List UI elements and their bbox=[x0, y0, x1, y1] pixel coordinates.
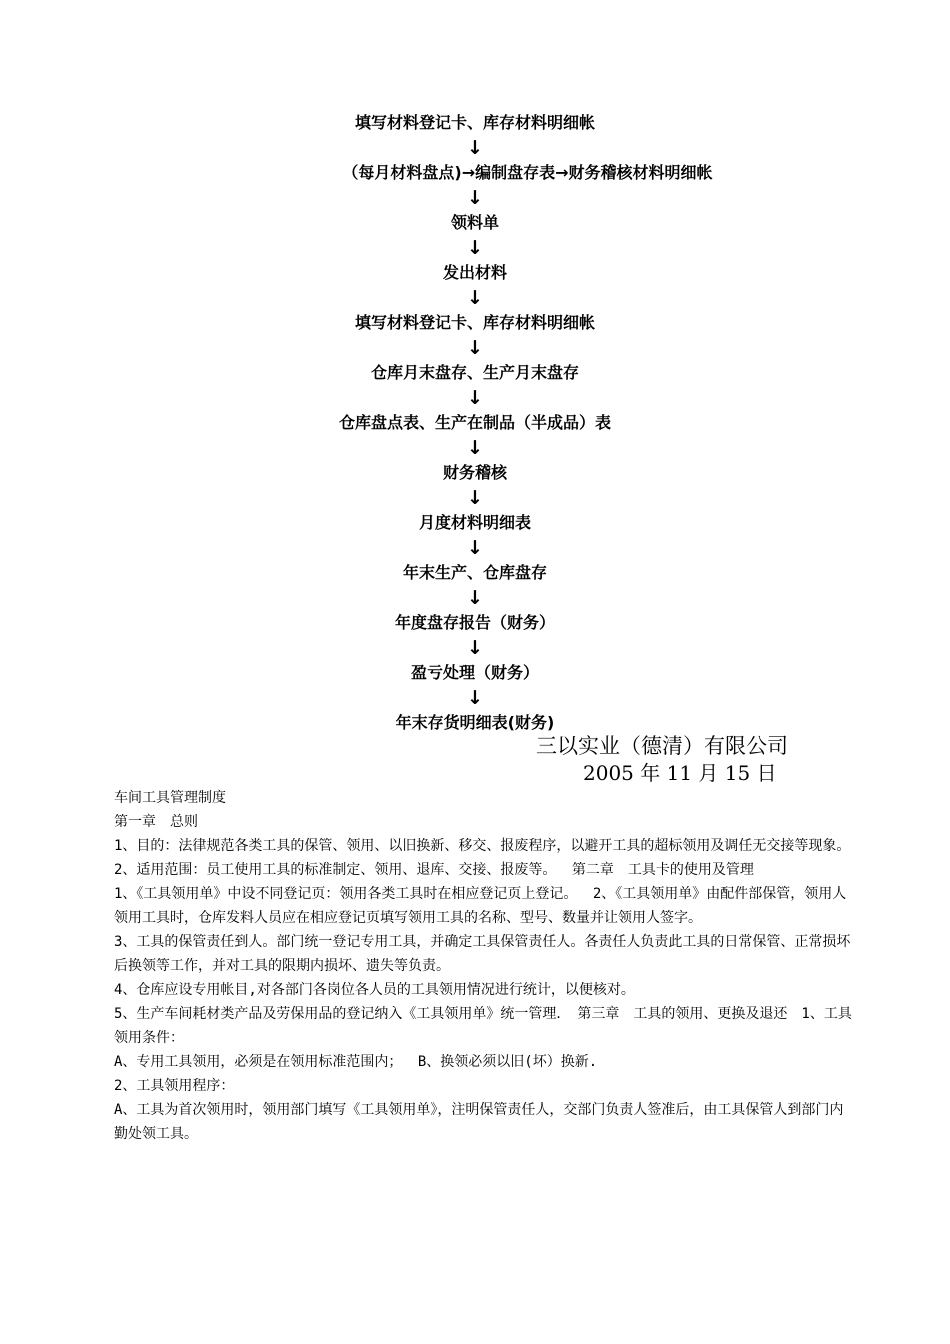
down-arrow-icon: ↓ bbox=[467, 237, 483, 259]
flow-step: 领料单 bbox=[450, 213, 499, 232]
flow-step: 发出材料 bbox=[442, 263, 507, 282]
flowchart bbox=[0, 110, 950, 736]
paragraph: A、专用工具领用，必须是在领用标准范围内； B、换领必须以旧(坏）换新. bbox=[114, 1054, 598, 1070]
flow-step: 填写材料登记卡、库存材料明细帐 bbox=[354, 313, 595, 332]
paragraph: 4、仓库应设专用帐目,对各部门各岗位各人员的工具领用情况进行统计，以便核对。 bbox=[114, 982, 635, 998]
flow-step: 盈亏处理（财务） bbox=[410, 663, 539, 682]
chapter-heading: 第一章 总则 bbox=[114, 814, 198, 830]
flow-step: 财务稽核 bbox=[442, 463, 507, 482]
down-arrow-icon: ↓ bbox=[467, 487, 483, 509]
down-arrow-icon: ↓ bbox=[467, 687, 483, 709]
flow-step: 月度材料明细表 bbox=[418, 513, 531, 532]
flow-step: 年末存货明细表(财务) bbox=[395, 713, 555, 732]
down-arrow-icon: ↓ bbox=[467, 587, 483, 609]
flow-step: 年度盘存报告（财务） bbox=[394, 613, 555, 632]
paragraph: 5、生产车间耗材类产品及劳保用品的登记纳入《工具领用单》统一管理． 第三章 工具的领用、更换及退还 1、工具领用条件： bbox=[114, 1006, 852, 1046]
flow-step: （每月材料盘点)→编制盘存表→财务稽核材料明细帐 bbox=[342, 163, 713, 182]
flow-step: 年末生产、仓库盘存 bbox=[402, 563, 547, 582]
down-arrow-icon: ↓ bbox=[467, 437, 483, 459]
paragraph: 1、目的：法律规范各类工具的保管、领用、以旧换新、移交、报废程序，以避开工具的超标领用及调任无交接等现象。 bbox=[114, 838, 851, 854]
down-arrow-icon: ↓ bbox=[467, 337, 483, 359]
paragraph: 2、适用范围：员工使用工具的标准制定、领用、退库、交接、报废等。 第二章 工具卡的使用及管理 bbox=[114, 862, 754, 878]
paragraph: 3、工具的保管责任到人。部门统一登记专用工具，并确定工具保管责任人。各责任人负责此工具的日常保管、正常损坏后换领等工作，并对工具的限期内损坏、遗失等负责。 bbox=[114, 934, 851, 974]
down-arrow-icon: ↓ bbox=[467, 637, 483, 659]
down-arrow-icon: ↓ bbox=[467, 387, 483, 409]
document-body bbox=[114, 786, 854, 1146]
document-title: 车间工具管理制度 bbox=[114, 790, 226, 806]
flow-step: 仓库月末盘存、生产月末盘存 bbox=[370, 363, 579, 382]
paragraph: 1、《工具领用单》中设不同登记页：领用各类工具时在相应登记页上登记。 2、《工具领用单》由配件部保管，领用人领用工具时，仓库发料人员应在相应登记页填写领用工具的名称、型号、数量并让领用人签字。 bbox=[114, 886, 847, 926]
down-arrow-icon: ↓ bbox=[467, 287, 483, 309]
issue-date: 2005 年 11 月 15 日 bbox=[583, 761, 777, 785]
down-arrow-icon: ↓ bbox=[467, 187, 483, 209]
company-name: 三以实业（德清）有限公司 bbox=[536, 734, 788, 758]
paragraph: A、工具为首次领用时，领用部门填写《工具领用单》，注明保管责任人，交部门负责人签准后，由工具保管人到部门内勤处领工具。 bbox=[114, 1102, 844, 1142]
flow-step: 填写材料登记卡、库存材料明细帐 bbox=[354, 113, 595, 132]
paragraph: 2、工具领用程序： bbox=[114, 1078, 235, 1094]
down-arrow-icon: ↓ bbox=[467, 137, 483, 159]
down-arrow-icon: ↓ bbox=[467, 537, 483, 559]
flow-step: 仓库盘点表、生产在制品（半成品）表 bbox=[338, 413, 611, 432]
